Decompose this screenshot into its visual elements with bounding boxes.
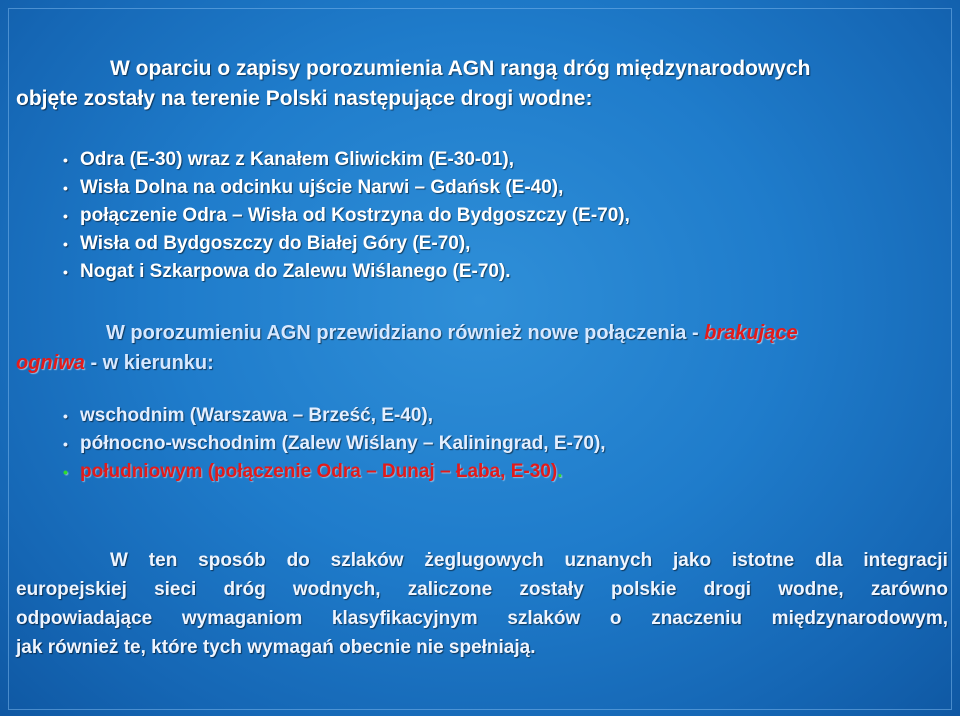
list-item	[60, 174, 630, 202]
intro-line-2: objęte zostały na terenie Polski następujące drogi wodne:	[16, 87, 593, 110]
list-item-text: Odra (E-30) wraz z Kanałem Gliwickim (E-30-01),	[80, 149, 514, 170]
list-item-text: wschodnim (Warszawa – Brześć, E-40),	[80, 405, 434, 426]
word: drogi	[703, 579, 752, 600]
word: dla	[815, 550, 843, 571]
closing-paragraph	[16, 546, 948, 662]
bullet-icon: •	[63, 236, 68, 252]
word: polskie	[610, 579, 677, 600]
bullet-icon: •	[63, 436, 68, 452]
list-item	[60, 202, 630, 230]
intro-paragraph	[16, 54, 916, 114]
bullet-icon: •	[63, 152, 68, 168]
closing-line-4-text: jak również te, które tych wymagań obecnie nie spełniają.	[16, 637, 536, 658]
bullet-icon: •	[63, 208, 68, 224]
word: zaliczone	[407, 579, 493, 600]
direction-text: - w kierunku:	[84, 352, 214, 374]
closing-line-4	[16, 633, 948, 662]
word: wymaganiom	[181, 608, 303, 629]
closing-line-3	[16, 604, 948, 633]
word: ten	[148, 550, 178, 571]
list-item	[60, 146, 630, 174]
list-item-text: Wisła Dolna na odcinku ujście Narwi – Gdańsk (E-40),	[80, 177, 564, 198]
word: zarówno	[870, 579, 948, 600]
links-highlight: ogniwa	[16, 352, 85, 374]
word: zostały	[519, 579, 584, 600]
word: międzynarodowym,	[771, 608, 948, 629]
word: szlaków	[507, 608, 581, 629]
word: jako	[673, 550, 712, 571]
bullet-icon: •	[63, 264, 68, 280]
list-item	[60, 430, 606, 458]
list-item-text: Nogat i Szkarpowa do Zalewu Wiślanego (E-70).	[80, 261, 511, 282]
missing-highlight: brakujące	[704, 322, 798, 344]
bullet-icon: •	[63, 408, 68, 424]
list-item	[60, 458, 606, 486]
word: do	[286, 550, 310, 571]
intro-line-1: W oparciu o zapisy porozumienia AGN rangą dróg międzynarodowych	[110, 57, 811, 80]
new-connections-text: W porozumieniu AGN przewidziano również nowe połączenia -	[106, 322, 705, 344]
word: wodnych,	[292, 579, 381, 600]
closing-line-2	[16, 575, 948, 604]
closing-line-1	[16, 546, 948, 575]
list-item	[60, 230, 630, 258]
word: żeglugowych	[424, 550, 544, 571]
list-item-text: Wisła od Bydgoszczy do Białej Góry (E-70),	[80, 233, 471, 254]
word: klasyfikacyjnym	[331, 608, 478, 629]
word: W	[110, 550, 128, 571]
list-item-text: północno-wschodnim (Zalew Wiślany – Kaliningrad, E-70),	[80, 433, 606, 454]
word: istotne	[731, 550, 795, 571]
word: uznanych	[564, 550, 653, 571]
word: szlaków	[330, 550, 404, 571]
word: sposób	[198, 550, 266, 571]
list-item	[60, 258, 630, 286]
bullet-icon: •	[63, 180, 68, 196]
word: sieci	[154, 579, 197, 600]
word: o	[609, 608, 622, 629]
word: wodne,	[778, 579, 844, 600]
word: odpowiadające	[16, 608, 153, 629]
word: europejskiej	[16, 579, 127, 600]
list-item-text: południowym (połączenie Odra – Dunaj – Łaba, E-30)	[80, 461, 558, 482]
new-connections-paragraph	[16, 318, 944, 378]
word: integracji	[863, 550, 948, 571]
bullet-icon: •	[63, 464, 68, 480]
word: znaczeniu	[651, 608, 742, 629]
word: dróg	[223, 579, 266, 600]
list-item	[60, 402, 606, 430]
directions-list	[60, 402, 606, 486]
list-end-dot: .	[557, 461, 563, 482]
list-item-text: połączenie Odra – Wisła od Kostrzyna do Bydgoszczy (E-70),	[80, 205, 630, 226]
waterways-list	[60, 146, 630, 286]
